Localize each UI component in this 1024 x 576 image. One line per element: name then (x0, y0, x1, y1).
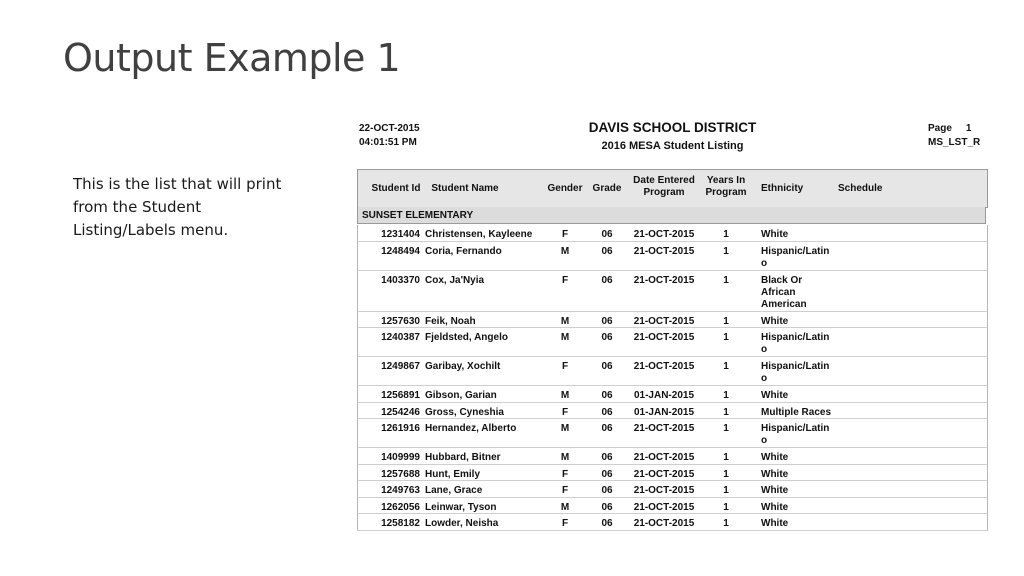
school-group-header: SUNSET ELEMENTARY (357, 207, 986, 224)
student-id-cell: 1261916 (381, 423, 420, 434)
student-rows (357, 225, 988, 531)
gender-cell: F (561, 485, 569, 496)
col-date-entered-line1: Date Entered (633, 175, 695, 186)
report-date: 22-OCT-2015 (359, 123, 420, 134)
student-name-cell: Hubbard, Bitner (425, 452, 501, 463)
grade-cell: 06 (601, 423, 613, 434)
gender-cell: M (560, 332, 570, 343)
student-id-cell: 1403370 (381, 274, 420, 286)
page-number: 1 (965, 123, 972, 134)
ethnicity-line: White (761, 485, 789, 496)
table-row (357, 448, 988, 465)
table-row (357, 328, 988, 357)
report-heading (357, 120, 988, 152)
col-student-name: Student Name (431, 183, 499, 194)
ethnicity-line: White (761, 229, 789, 240)
ethnicity-line: White (761, 315, 789, 327)
years-in-cell: 1 (723, 361, 729, 372)
page-label: Page (928, 123, 952, 134)
student-name-cell: Lowder, Neisha (425, 518, 499, 529)
gender-cell: M (560, 245, 570, 257)
report-page (357, 117, 988, 533)
table-row (357, 481, 988, 498)
years-in-cell: 1 (723, 229, 729, 240)
ethnicity-line: White (761, 468, 789, 480)
student-name-cell: Cox, Ja'Nyia (425, 274, 485, 286)
grade-cell: 06 (601, 501, 613, 513)
table-row (357, 514, 988, 531)
col-years-in-line1: Years In (706, 175, 746, 186)
student-id-cell: 1409999 (381, 452, 420, 463)
table-row (357, 271, 988, 312)
date-entered-cell: 21-OCT-2015 (633, 485, 695, 496)
student-id-cell: 1254246 (381, 406, 420, 418)
student-name-cell: Leinwar, Tyson (425, 501, 497, 513)
student-name-cell: Gross, Cyneshia (425, 406, 504, 418)
date-entered-cell: 01-JAN-2015 (633, 406, 695, 418)
grade-cell: 06 (601, 315, 613, 327)
district-name: DAVIS SCHOOL DISTRICT (588, 120, 757, 135)
slide-note: This is the list that will print from the Student Listing/Labels menu. (73, 175, 282, 239)
table-row (357, 419, 988, 448)
table-row (357, 357, 988, 386)
student-id-cell: 1257630 (381, 315, 420, 327)
table-row (357, 225, 988, 242)
ethnicity-cell (761, 332, 835, 356)
table-row (357, 312, 988, 329)
table-row (357, 465, 988, 482)
ethnicity-line: Hispanic/Latin (761, 423, 830, 434)
ethnicity-cell (761, 275, 835, 311)
ethnicity-line: o (761, 373, 768, 384)
grade-cell: 06 (601, 406, 613, 418)
table-row (357, 242, 988, 271)
col-years-in (702, 175, 750, 199)
grade-cell: 06 (601, 485, 613, 496)
ethnicity-line: White (761, 518, 789, 529)
col-student-id: Student Id (371, 183, 421, 194)
student-id-cell: 1257688 (381, 468, 420, 480)
ethnicity-line: Hispanic/Latin (761, 245, 830, 257)
years-in-cell: 1 (723, 315, 729, 327)
date-entered-cell: 21-OCT-2015 (633, 361, 695, 372)
ethnicity-line: Hispanic/Latin (761, 332, 830, 343)
years-in-cell: 1 (723, 390, 729, 401)
date-entered-cell: 21-OCT-2015 (633, 452, 695, 463)
student-name-cell: Hernandez, Alberto (425, 423, 517, 434)
student-name-cell: Christensen, Kayleene (425, 229, 533, 240)
gender-cell: F (561, 229, 569, 240)
table-row (357, 403, 988, 420)
grade-cell: 06 (601, 274, 613, 286)
gender-cell: F (561, 406, 569, 418)
grade-cell: 06 (601, 229, 613, 240)
date-entered-cell: 21-OCT-2015 (633, 245, 695, 257)
gender-cell: F (561, 518, 569, 529)
student-name-cell: Feik, Noah (425, 315, 476, 327)
student-id-cell: 1249867 (381, 361, 420, 372)
student-id-cell: 1231404 (381, 229, 420, 240)
ethnicity-line: White (761, 501, 789, 513)
student-id-cell: 1249763 (381, 485, 420, 496)
date-entered-cell: 21-OCT-2015 (633, 274, 695, 286)
col-date-entered (626, 175, 702, 199)
gender-cell: M (560, 423, 570, 434)
student-name-cell: Fjeldsted, Angelo (425, 332, 508, 343)
slide-title: Output Example 1 (63, 36, 401, 80)
date-entered-cell: 21-OCT-2015 (633, 518, 695, 529)
gender-cell: M (560, 501, 570, 513)
student-name-cell: Garibay, Xochilt (425, 361, 501, 372)
ethnicity-line: Black Or (761, 274, 803, 286)
years-in-cell: 1 (723, 452, 729, 463)
years-in-cell: 1 (723, 485, 729, 496)
ethnicity-cell (761, 518, 835, 530)
grade-cell: 06 (601, 390, 613, 401)
student-id-cell: 1240387 (381, 332, 420, 343)
table-row (357, 386, 988, 403)
ethnicity-cell (761, 469, 835, 481)
years-in-cell: 1 (723, 518, 729, 529)
ethnicity-line: White (761, 452, 789, 463)
date-entered-cell: 21-OCT-2015 (633, 423, 695, 434)
report-time: 04:01:51 PM (359, 137, 417, 148)
ethnicity-line: o (761, 435, 768, 446)
date-entered-cell: 21-OCT-2015 (633, 332, 695, 343)
grade-cell: 06 (601, 468, 613, 480)
gender-cell: F (561, 468, 569, 480)
date-entered-cell: 01-JAN-2015 (633, 390, 695, 401)
student-name-cell: Hunt, Emily (425, 468, 481, 480)
grade-cell: 06 (601, 332, 613, 343)
gender-cell: M (560, 390, 570, 401)
ethnicity-cell (761, 423, 835, 447)
ethnicity-cell (761, 390, 835, 402)
date-entered-cell: 21-OCT-2015 (633, 315, 695, 327)
gender-cell: M (560, 452, 570, 463)
col-gender: Gender (547, 183, 583, 194)
ethnicity-cell (761, 452, 835, 464)
listing-title: 2016 MESA Student Listing (601, 140, 744, 152)
ethnicity-line: o (761, 257, 768, 269)
years-in-cell: 1 (723, 274, 729, 286)
ethnicity-cell (761, 361, 835, 385)
gender-cell: F (561, 361, 569, 372)
ethnicity-cell (761, 316, 835, 328)
table-row (357, 498, 988, 515)
years-in-cell: 1 (723, 406, 729, 418)
col-years-in-line2: Program (705, 187, 747, 198)
gender-cell: M (560, 315, 570, 327)
student-name-cell: Coria, Fernando (425, 245, 502, 257)
student-id-cell: 1258182 (381, 518, 420, 529)
date-entered-cell: 21-OCT-2015 (633, 501, 695, 513)
ethnicity-line: Multiple Races (761, 406, 832, 418)
col-grade: Grade (592, 183, 622, 194)
grade-cell: 06 (601, 518, 613, 529)
student-name-cell: Gibson, Garian (425, 390, 497, 401)
student-id-cell: 1256891 (381, 390, 420, 401)
ethnicity-cell (761, 229, 835, 241)
date-entered-cell: 21-OCT-2015 (633, 468, 695, 480)
ethnicity-cell (761, 246, 835, 270)
years-in-cell: 1 (723, 468, 729, 480)
ethnicity-cell (761, 485, 835, 497)
grade-cell: 06 (601, 245, 613, 257)
student-id-cell: 1248494 (381, 245, 420, 257)
ethnicity-line: American (761, 298, 807, 310)
grade-cell: 06 (601, 361, 613, 372)
date-entered-cell: 21-OCT-2015 (633, 229, 695, 240)
report-code: MS_LST_R (928, 137, 981, 148)
ethnicity-line: o (761, 344, 768, 355)
ethnicity-line: African (761, 286, 796, 298)
report-page-info (928, 122, 980, 150)
col-ethnicity: Ethnicity (761, 183, 804, 194)
years-in-cell: 1 (723, 501, 729, 513)
student-id-cell: 1262056 (381, 501, 420, 513)
ethnicity-cell (761, 502, 835, 514)
col-date-entered-line2: Program (643, 187, 685, 198)
years-in-cell: 1 (723, 423, 729, 434)
student-name-cell: Lane, Grace (425, 485, 483, 496)
ethnicity-line: Hispanic/Latin (761, 361, 830, 372)
years-in-cell: 1 (723, 332, 729, 343)
ethnicity-cell (761, 407, 835, 419)
gender-cell: F (561, 274, 569, 286)
ethnicity-line: White (761, 390, 789, 401)
years-in-cell: 1 (723, 245, 729, 257)
column-header-row (357, 169, 988, 208)
grade-cell: 06 (601, 452, 613, 463)
col-schedule: Schedule (838, 183, 883, 194)
